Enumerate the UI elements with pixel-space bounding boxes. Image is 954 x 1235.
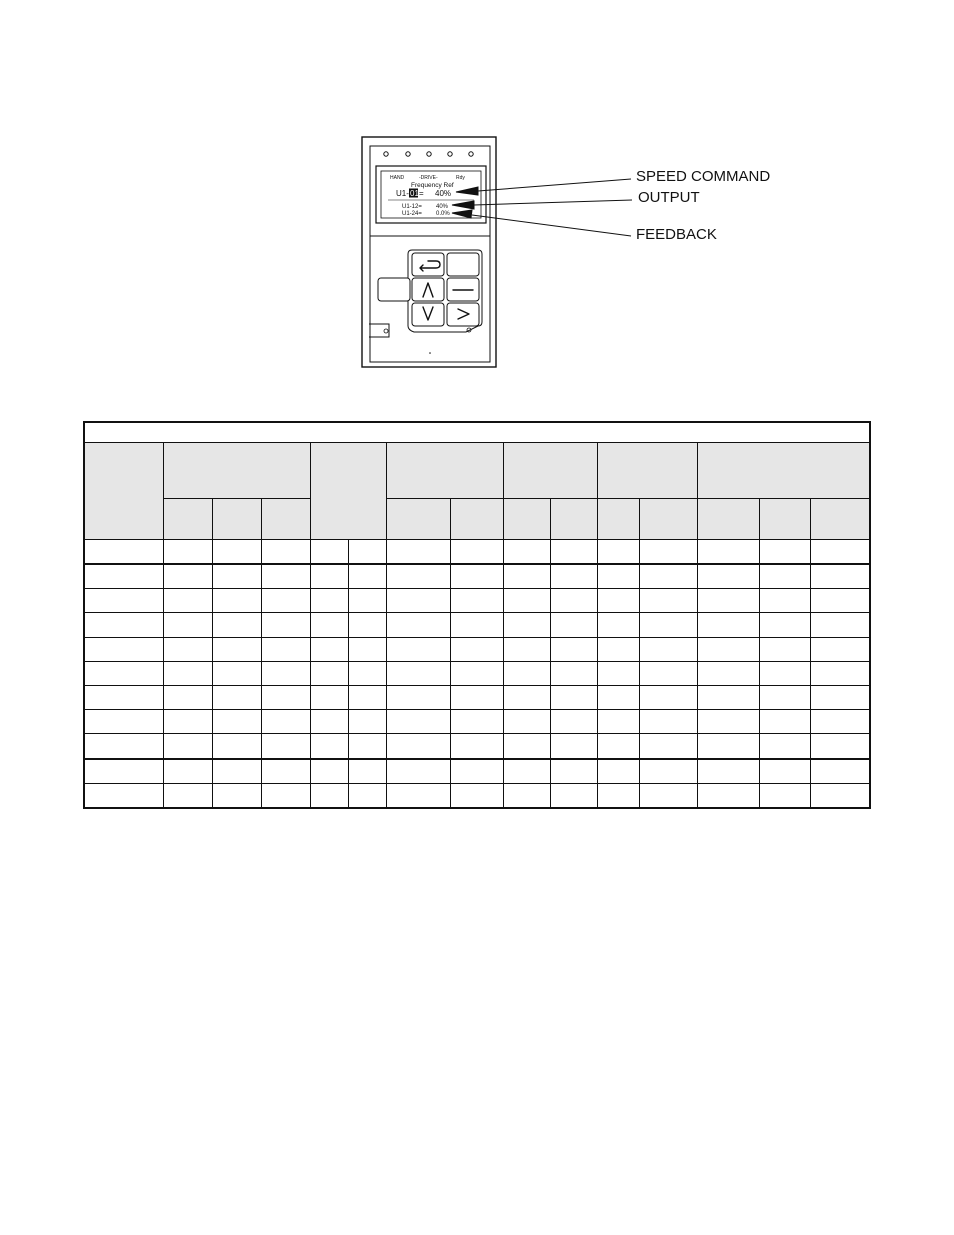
table-cell xyxy=(639,661,697,685)
table-cell xyxy=(759,539,810,564)
table-cell xyxy=(450,564,503,589)
table-cell xyxy=(163,759,212,784)
table-cell xyxy=(550,539,597,564)
table-cell xyxy=(597,661,639,685)
table-cell xyxy=(550,637,597,661)
table-cell xyxy=(810,783,870,808)
table-cell xyxy=(84,710,163,734)
table-cell xyxy=(212,759,261,784)
table-cell xyxy=(348,539,386,564)
table-cell xyxy=(261,710,310,734)
table-cell xyxy=(348,613,386,637)
table-cell xyxy=(386,734,450,759)
table-title-row xyxy=(84,422,870,443)
header-cell xyxy=(310,443,386,540)
table-cell xyxy=(697,759,759,784)
table-cell xyxy=(550,759,597,784)
table-row xyxy=(84,613,870,637)
lcd-main-param: 01 xyxy=(410,189,419,198)
table-cell xyxy=(697,734,759,759)
table-cell xyxy=(84,564,163,589)
table-row xyxy=(84,783,870,808)
left-key[interactable] xyxy=(378,278,410,301)
subheader-cell xyxy=(550,498,597,539)
table-cell xyxy=(759,613,810,637)
table-cell xyxy=(163,613,212,637)
subheader-cell xyxy=(639,498,697,539)
table-cell xyxy=(639,783,697,808)
table-subheader-row xyxy=(84,498,870,539)
table-row xyxy=(84,589,870,613)
table-cell xyxy=(639,613,697,637)
down-key[interactable] xyxy=(412,303,444,326)
table-cell xyxy=(310,759,348,784)
table-cell xyxy=(212,710,261,734)
lcd-sub2-value: 0.0% xyxy=(436,211,450,217)
table-cell xyxy=(261,661,310,685)
table-cell xyxy=(697,564,759,589)
table-cell xyxy=(84,783,163,808)
table-cell xyxy=(597,564,639,589)
subheader-cell xyxy=(163,498,212,539)
table-cell xyxy=(697,637,759,661)
table-cell xyxy=(639,564,697,589)
table-cell xyxy=(450,613,503,637)
table-cell xyxy=(163,710,212,734)
table-cell xyxy=(550,589,597,613)
table-cell xyxy=(503,613,550,637)
table-cell xyxy=(597,734,639,759)
table-cell xyxy=(550,661,597,685)
table-cell xyxy=(450,589,503,613)
table-cell xyxy=(810,564,870,589)
table-cell xyxy=(503,710,550,734)
table-cell xyxy=(697,589,759,613)
table-cell xyxy=(163,734,212,759)
table-row xyxy=(84,686,870,710)
lcd-main-prefix: U1- xyxy=(396,189,409,198)
table-cell xyxy=(310,686,348,710)
table-cell xyxy=(163,539,212,564)
table-cell xyxy=(212,613,261,637)
table-header-row xyxy=(84,443,870,498)
table-cell xyxy=(84,686,163,710)
table-cell xyxy=(386,783,450,808)
table-cell xyxy=(348,637,386,661)
header-cell xyxy=(386,443,503,498)
table-cell xyxy=(310,564,348,589)
table-cell xyxy=(310,613,348,637)
table-cell xyxy=(810,734,870,759)
subheader-cell xyxy=(697,498,759,539)
table-cell xyxy=(597,589,639,613)
table-title-cell xyxy=(84,422,870,443)
header-cell xyxy=(697,443,870,498)
table-cell xyxy=(261,759,310,784)
table-cell xyxy=(310,539,348,564)
table-cell xyxy=(639,710,697,734)
table-cell xyxy=(310,637,348,661)
table-cell xyxy=(310,734,348,759)
table-row xyxy=(84,759,870,784)
table-cell xyxy=(697,710,759,734)
table-cell xyxy=(503,637,550,661)
table-row xyxy=(84,564,870,589)
table-cell xyxy=(261,539,310,564)
table-cell xyxy=(163,589,212,613)
table-cell xyxy=(386,589,450,613)
table-cell xyxy=(550,613,597,637)
table-cell xyxy=(450,759,503,784)
table-cell xyxy=(386,710,450,734)
table-cell xyxy=(597,613,639,637)
table-cell xyxy=(348,710,386,734)
table-cell xyxy=(450,710,503,734)
speed-command-leader xyxy=(478,179,631,191)
parameter-table xyxy=(83,421,871,809)
subheader-cell xyxy=(212,498,261,539)
table-cell xyxy=(759,759,810,784)
table-row xyxy=(84,734,870,759)
table-cell xyxy=(386,564,450,589)
table-cell xyxy=(212,564,261,589)
lcd-status-left: HAND xyxy=(390,175,405,181)
table-cell xyxy=(386,759,450,784)
header-cell xyxy=(597,443,697,498)
output-leader xyxy=(474,200,632,205)
table-cell xyxy=(759,637,810,661)
table-cell xyxy=(810,686,870,710)
header-cell xyxy=(503,443,597,498)
lcd-title: Frequency Ref xyxy=(411,182,454,189)
table-cell xyxy=(550,734,597,759)
table-cell xyxy=(503,759,550,784)
table-row xyxy=(84,637,870,661)
table-cell xyxy=(84,539,163,564)
table-cell xyxy=(503,589,550,613)
table-cell xyxy=(84,759,163,784)
table-cell xyxy=(348,686,386,710)
table-cell xyxy=(503,539,550,564)
table-body xyxy=(84,539,870,808)
table-cell xyxy=(639,589,697,613)
table-cell xyxy=(550,783,597,808)
table-cell xyxy=(697,613,759,637)
table-cell xyxy=(163,661,212,685)
table-cell xyxy=(597,686,639,710)
table-cell xyxy=(163,783,212,808)
table-cell xyxy=(261,564,310,589)
table-cell xyxy=(212,661,261,685)
table-cell xyxy=(450,661,503,685)
table-cell xyxy=(810,613,870,637)
table-cell xyxy=(639,686,697,710)
subheader-cell xyxy=(503,498,550,539)
right-shift-key[interactable] xyxy=(447,303,479,326)
subheader-cell xyxy=(386,498,450,539)
lcd-sub1-label: U1-12= xyxy=(402,204,422,210)
table-cell xyxy=(348,734,386,759)
table-cell xyxy=(810,759,870,784)
table-cell xyxy=(639,539,697,564)
table-cell xyxy=(348,661,386,685)
lcd-status-right: Rdy xyxy=(456,175,465,181)
lcd-sub1-value: 40% xyxy=(436,204,449,210)
table-cell xyxy=(503,734,550,759)
table-cell xyxy=(163,564,212,589)
table-cell xyxy=(759,710,810,734)
table-cell xyxy=(597,759,639,784)
table-cell xyxy=(759,661,810,685)
table-cell xyxy=(348,759,386,784)
table-cell xyxy=(597,783,639,808)
enter-key[interactable] xyxy=(412,253,444,276)
subheader-cell xyxy=(597,498,639,539)
table-cell xyxy=(597,710,639,734)
table-cell xyxy=(697,686,759,710)
lcd-main-suffix: = xyxy=(419,189,424,198)
table-cell xyxy=(84,637,163,661)
table-cell xyxy=(84,661,163,685)
table-cell xyxy=(810,710,870,734)
table-cell xyxy=(759,734,810,759)
header-cell xyxy=(84,443,163,540)
lcd-sub2-label: U1-24= xyxy=(402,211,422,217)
table-cell xyxy=(550,710,597,734)
table-cell xyxy=(810,661,870,685)
table-cell xyxy=(386,661,450,685)
table-cell xyxy=(639,759,697,784)
table-cell xyxy=(810,589,870,613)
speed-command-label: SPEED COMMAND xyxy=(636,168,771,185)
table-cell xyxy=(386,686,450,710)
table-cell xyxy=(639,637,697,661)
table-cell xyxy=(810,637,870,661)
table-cell xyxy=(503,661,550,685)
table-cell xyxy=(84,613,163,637)
table-cell xyxy=(163,686,212,710)
table-cell xyxy=(310,710,348,734)
table-cell xyxy=(697,539,759,564)
table-cell xyxy=(503,564,550,589)
subheader-cell xyxy=(810,498,870,539)
table-cell xyxy=(450,637,503,661)
table-cell xyxy=(261,734,310,759)
output-label: OUTPUT xyxy=(638,189,700,206)
table-cell xyxy=(450,783,503,808)
table-cell xyxy=(84,589,163,613)
table-cell xyxy=(386,613,450,637)
top-right-key[interactable] xyxy=(447,253,479,276)
table-cell xyxy=(550,686,597,710)
subheader-cell xyxy=(759,498,810,539)
table-cell xyxy=(697,661,759,685)
table-cell xyxy=(759,564,810,589)
table-cell xyxy=(261,783,310,808)
table-cell xyxy=(503,686,550,710)
table-cell xyxy=(450,539,503,564)
table-cell xyxy=(163,637,212,661)
table-cell xyxy=(212,539,261,564)
table-cell xyxy=(261,613,310,637)
table-cell xyxy=(810,539,870,564)
table-row xyxy=(84,539,870,564)
table-cell xyxy=(386,637,450,661)
table-cell xyxy=(212,686,261,710)
table-cell xyxy=(759,686,810,710)
table-cell xyxy=(261,589,310,613)
header-cell xyxy=(163,443,310,498)
feedback-label: FEEDBACK xyxy=(636,226,717,243)
table-cell xyxy=(759,589,810,613)
table-cell xyxy=(212,783,261,808)
table-cell xyxy=(212,734,261,759)
table-cell xyxy=(212,589,261,613)
table-cell xyxy=(759,783,810,808)
table-cell xyxy=(212,637,261,661)
table-cell xyxy=(261,686,310,710)
lcd-main-value: 40% xyxy=(435,189,452,198)
mark-dot xyxy=(429,352,431,354)
table-cell xyxy=(639,734,697,759)
table-cell xyxy=(450,686,503,710)
table-cell xyxy=(348,783,386,808)
lcd-status-center: -DRIVE- xyxy=(419,175,438,181)
table-row xyxy=(84,661,870,685)
table-cell xyxy=(348,589,386,613)
keypad-figure xyxy=(0,0,954,400)
table-cell xyxy=(84,734,163,759)
table-cell xyxy=(310,661,348,685)
table-cell xyxy=(597,637,639,661)
table-cell xyxy=(550,564,597,589)
table-cell xyxy=(348,564,386,589)
table-cell xyxy=(386,539,450,564)
table-cell xyxy=(310,589,348,613)
table-cell xyxy=(450,734,503,759)
table-cell xyxy=(597,539,639,564)
table-cell xyxy=(310,783,348,808)
table-cell xyxy=(261,637,310,661)
table-cell xyxy=(697,783,759,808)
up-key[interactable] xyxy=(412,278,444,301)
subheader-cell xyxy=(450,498,503,539)
subheader-cell xyxy=(261,498,310,539)
table-row xyxy=(84,710,870,734)
table-cell xyxy=(503,783,550,808)
